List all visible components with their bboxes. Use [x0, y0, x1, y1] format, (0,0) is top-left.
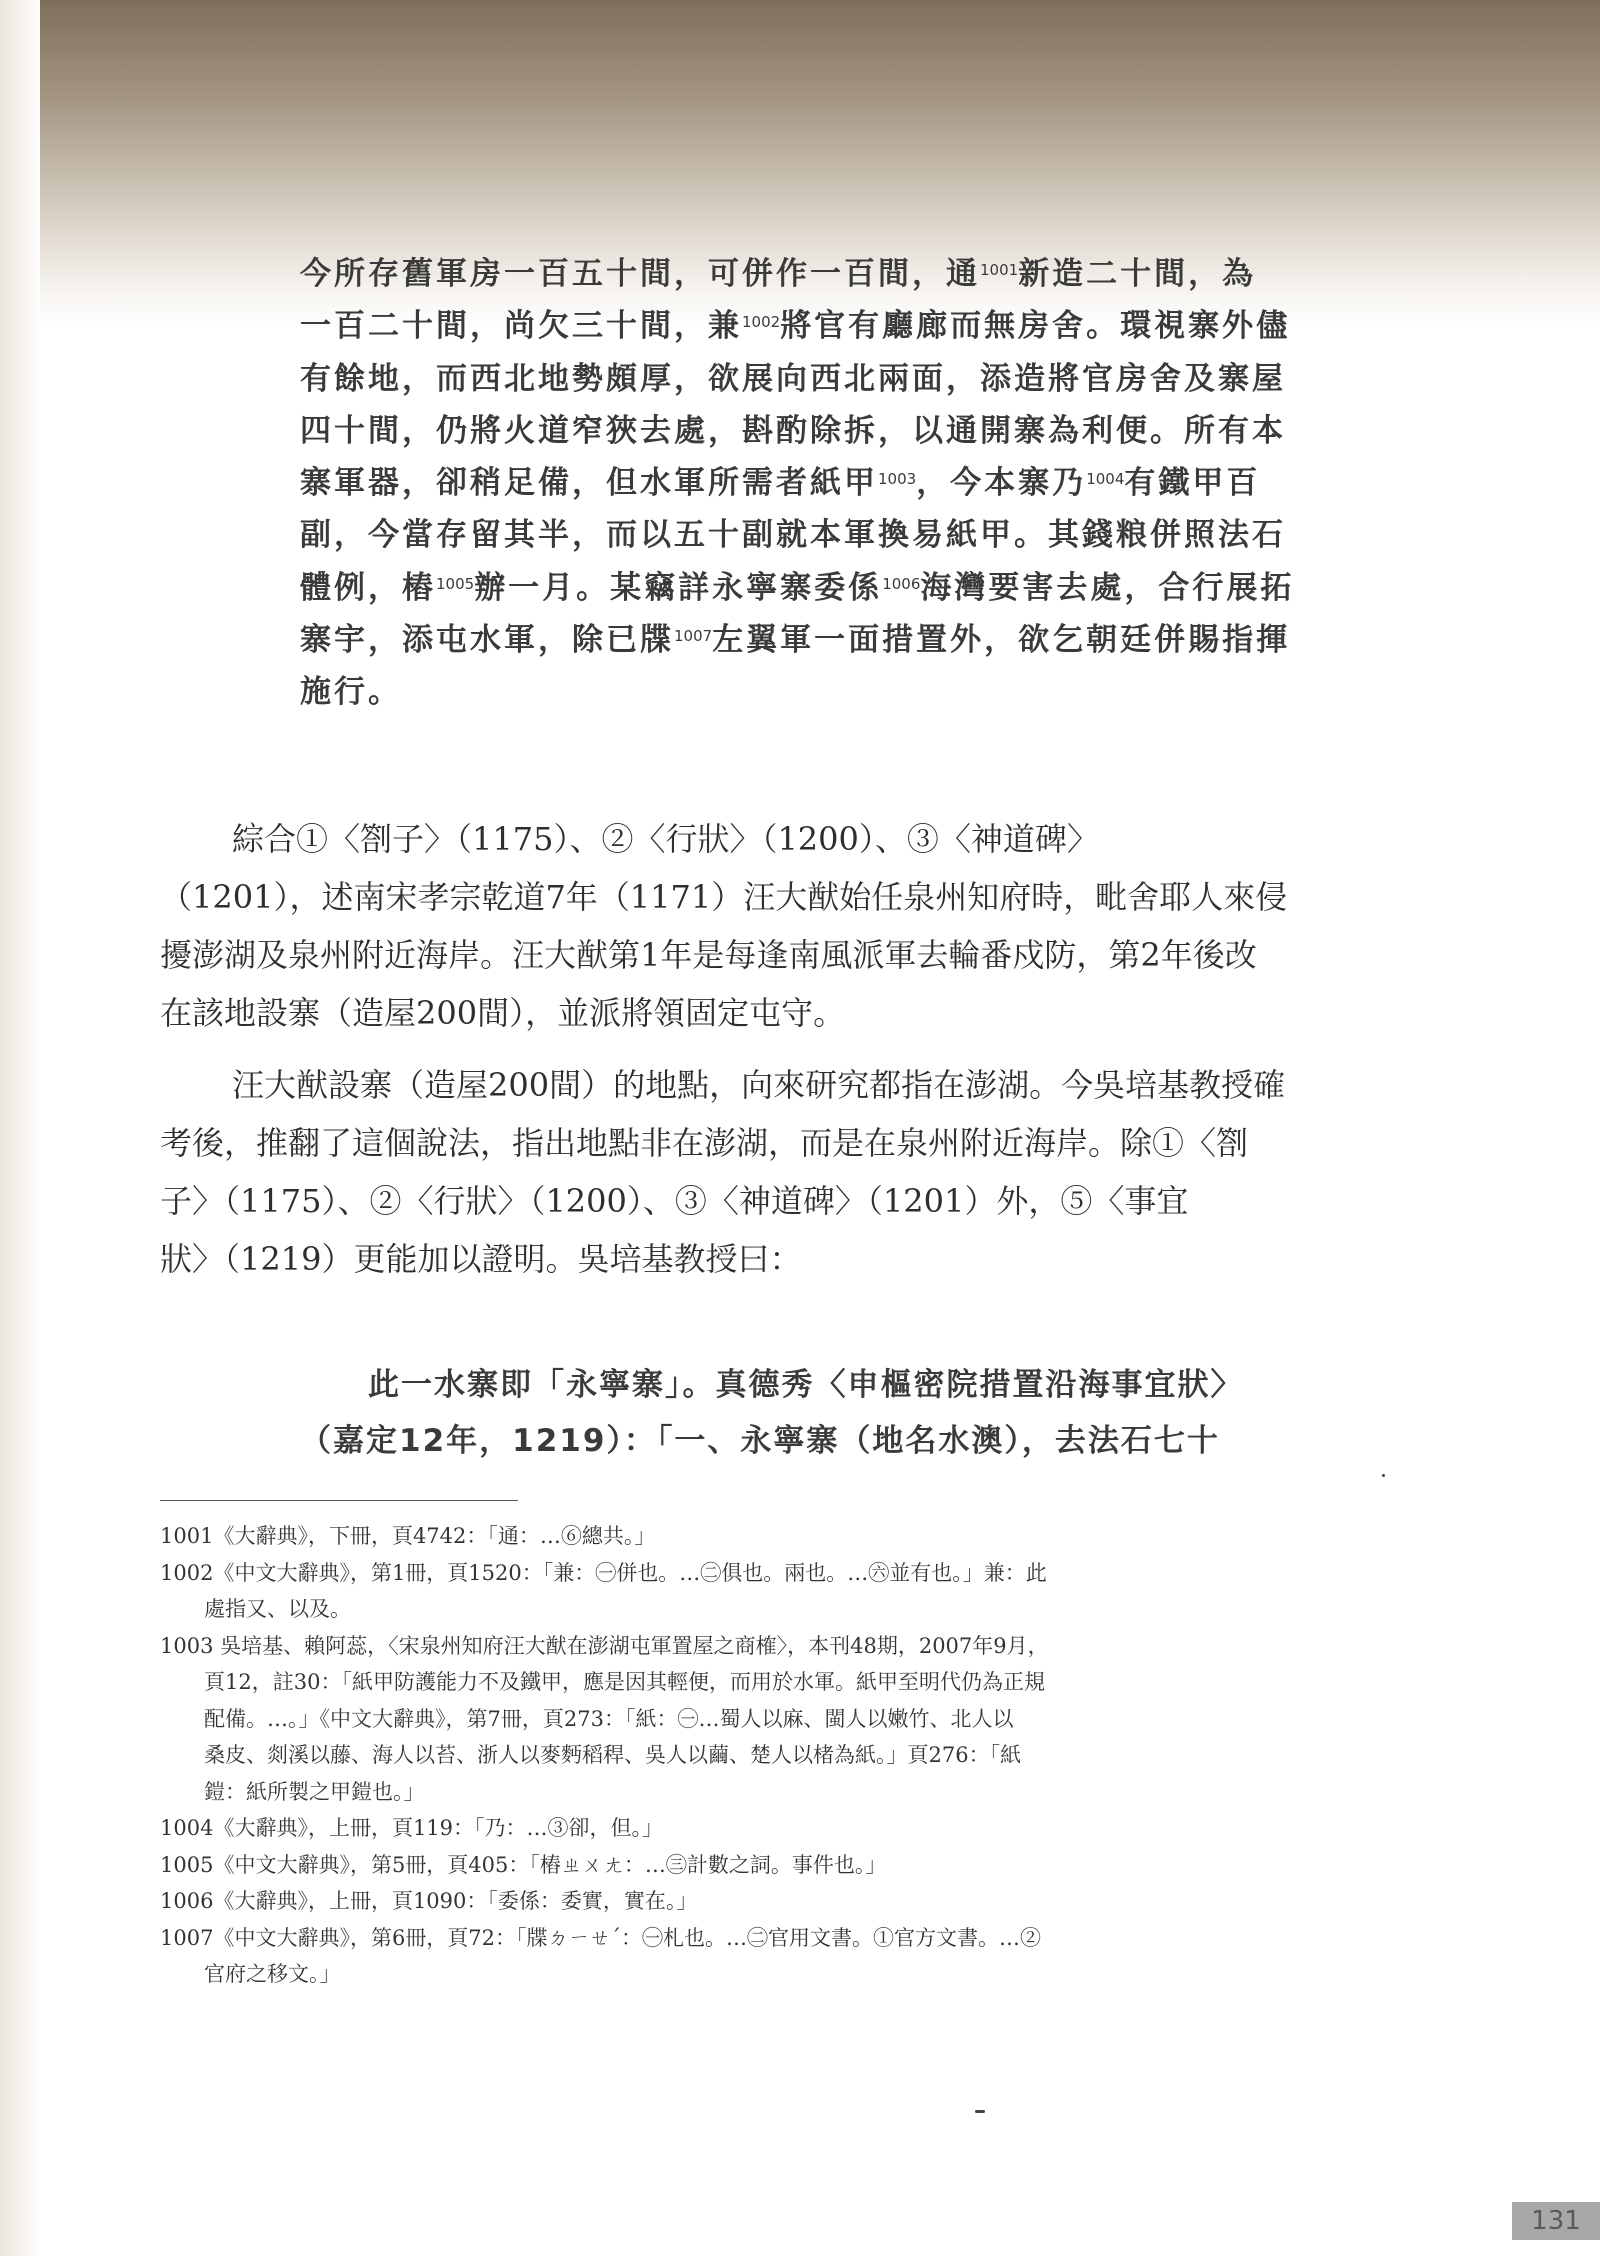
- para1-line-4: 在該地設寨（造屋200間），並派將領固定屯守。: [160, 994, 846, 1032]
- scan-speck: [975, 2110, 985, 2113]
- quote1-line-6: 副，今當存留其半，而以五十副就本軍換易紙甲。其錢粮併照法石: [300, 517, 1286, 554]
- quote1-line-7: 體例，樁$^{1005}$辦一月。某竊詳永寧寨委係$^{1006}$海灣要害去處，合行展拓: [300, 569, 1295, 606]
- para1-line-3: 擾澎湖及泉州附近海岸。汪大猷第1年是每逢南風派軍去輪番戍防，第2年後改: [160, 936, 1257, 974]
- quote1-line-3: 有餘地，而西北地勢頗厚，欲展向西北兩面，添造將官房舍及寨屋: [300, 360, 1286, 397]
- footnote-1002: 1002《中文大辭典》，第1冊，頁1520：「兼：㊀併也。…㊁俱也。兩也。…㊅並有也。」兼：此 處指又、以及。: [160, 1560, 1047, 1621]
- quote1-line-9: 施行。: [300, 674, 402, 711]
- footnote-1005: 1005《中文大辭典》，第5冊，頁405：「樁ㄓㄨㄤ：…㊂計數之詞。事件也。」: [160, 1852, 887, 1877]
- footnote-1006: 1006《大辭典》，上冊，頁1090：「委係：委實，實在。」: [160, 1889, 698, 1913]
- footnote-ref-1005[interactable]: 1005: [436, 574, 475, 593]
- para2-line-1: 汪大猷設寨（造屋200間）的地點，向來研究都指在澎湖。今吳培基教授確: [232, 1066, 1286, 1104]
- footnote-ref-1007[interactable]: 1007: [674, 627, 713, 646]
- para2-line-3: 子〉（1175）、②〈行狀〉（1200）、③〈神道碑〉（1201）外，⑤〈事宜: [160, 1182, 1189, 1220]
- footnote-ref-1002[interactable]: 1002: [742, 313, 781, 332]
- block-quote-2: [300, 1357, 1348, 1469]
- para2-line-4: 狀〉（1219）更能加以證明。吳培基教授曰：: [160, 1240, 802, 1278]
- footnote-1004: 1004《大辭典》，上冊，頁119：「乃：…③卻，但。」: [160, 1816, 664, 1840]
- para1-line-2: （1201），述南宋孝宗乾道7年（1171）汪大猷始任泉州知府時，毗舍耶人來侵: [160, 878, 1288, 916]
- para2-line-2: 考後，推翻了這個說法，指出地點非在澎湖，而是在泉州附近海岸。除①〈劄: [160, 1124, 1249, 1162]
- footnote-1007: 1007《中文大辭典》，第6冊，頁72：「牒ㄉㄧㄝˊ：㊀札也。…㊁官用文書。①官方文書。…② 官府之移文。」: [160, 1925, 1042, 1986]
- page-edge-shadow: [0, 0, 40, 2256]
- para1-line-1: 綜合①〈劄子〉（1175）、②〈行狀〉（1200）、③〈神道碑〉: [232, 820, 1099, 858]
- page-number: 131: [1531, 2206, 1581, 2236]
- scan-speck: [1382, 1474, 1385, 1477]
- quote1-line-8: 寨宇，添屯水軍，除已牒$^{1007}$左翼軍一面措置外，欲乞朝廷併賜指揮: [300, 622, 1291, 659]
- body-paragraph-2: [160, 1056, 1350, 1288]
- quote2-line-2: （嘉定12年，1219）：「一、永寧寨（地名水澳），去法石七十: [300, 1423, 1220, 1459]
- quote2-line-1: 此一水寨即「永寧寨」。真德秀〈申樞密院措置沿海事宜狀〉: [368, 1367, 1244, 1403]
- footnotes: [160, 1518, 1350, 1993]
- quote1-line-2: 一百二十間，尚欠三十間，兼$^{1002}$將官有廳廊而無房舍。環視寨外儘: [300, 308, 1291, 345]
- quote1-line-1: 今所存舊軍房一百五十間，可併作一百間，通$^{1001}$新造二十間，為: [300, 256, 1257, 292]
- quote1-line-4: 四十間，仍將火道窄狹去處，斟酌除拆，以通開寨為利便。所有本: [300, 412, 1286, 449]
- footnote-1001: 1001《大辭典》，下冊，頁4742：「通：…⑥總共。」: [160, 1524, 656, 1548]
- body-paragraph-1: [160, 810, 1350, 1042]
- block-quote-1: [300, 248, 1348, 719]
- footnote-ref-1006[interactable]: 1006: [882, 574, 921, 593]
- footnote-separator: [160, 1500, 518, 1501]
- footnote-ref-1001[interactable]: 1001: [980, 261, 1019, 279]
- footnote-1003: 1003 吳培基、賴阿蕊，〈宋泉州知府汪大猷在澎湖屯軍置屋之商榷〉，本刊48期，2007年9月， 頁12，註30：「紙甲防護能力不及鐵甲，應是因其輕便，而用於水軍。紙甲至明代仍為正規 配備。…。」《中文大辭典》，第7冊，頁273：「紙：㊀…蜀人以麻、閩人以嫩竹、北人以 桑皮、剡溪以藤、海人以苔、浙人以麥麪稻稈、吳人以繭、楚人以楮為紙。」頁276：「紙 鎧：紙所製之甲鎧也。」: [160, 1633, 1049, 1804]
- quote1-line-5: 寨軍器，卻稍足備，但水軍所需者紙甲$^{1003}$，今本寨乃$^{1004}$有鐵甲百: [300, 465, 1261, 502]
- footnote-ref-1004[interactable]: 1004: [1086, 470, 1125, 489]
- footnote-ref-1003[interactable]: 1003: [878, 470, 917, 489]
